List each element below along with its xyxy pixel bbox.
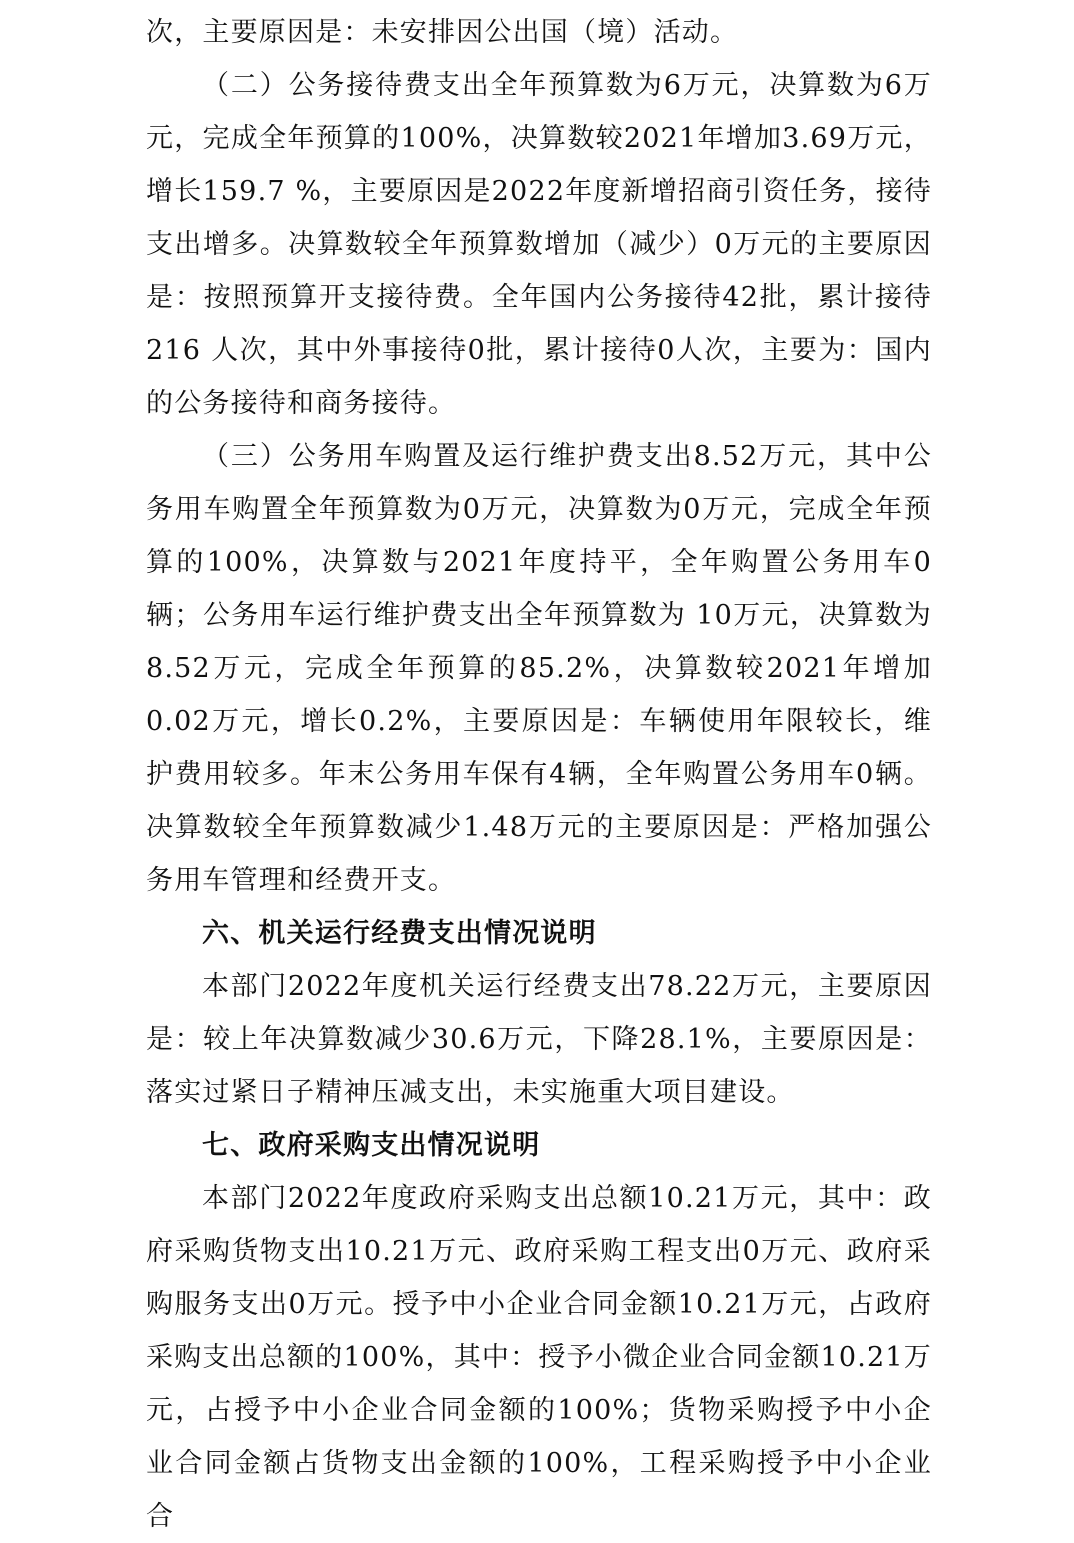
- paragraph-continuation: 次，主要原因是：未安排因公出国（境）活动。: [146, 17, 739, 48]
- heading-operating-expenses: 六、机关运行经费支出情况说明: [202, 918, 597, 949]
- paragraph-vehicle-expenses: （三）公务用车购置及运行维护费支出8.52万元，其中公务用车购置全年预算数为0万元，决算数为0万元，完成全年预算的100%，决算数与2021年度持平，全年购置公务用车0辆；公务用车运行维护费支出全年预算数为 10万元，决算数为8.52万元，完成全年预算的85.2%，决算数较2021年增加0.02万元，增长0.2%，主要原因是：车辆使用年限较长，维护费用较多。年末公务用车保有4辆，全年购置公务用车0辆。决算数较全年预算数减少1.48万元的主要原因是：严格加强公务用车管理和经费开支。: [146, 441, 932, 896]
- document-page: [146, 6, 932, 1543]
- paragraph-government-procurement: 本部门2022年度政府采购支出总额10.21万元，其中：政府采购货物支出10.21万元、政府采购工程支出0万元、政府采购服务支出0万元。授予中小企业合同金额10.21万元，占政府采购支出总额的100%，其中：授予小微企业合同金额10.21万元，占授予中小企业合同金额的100%；货物采购授予中小企业合同金额占货物支出金额的100%，工程采购授予中小企业合: [146, 1183, 932, 1532]
- heading-government-procurement: 七、政府采购支出情况说明: [202, 1130, 541, 1161]
- paragraph-operating-expenses: 本部门2022年度机关运行经费支出78.22万元，主要原因是：较上年决算数减少30.6万元，下降28.1%，主要原因是：落实过紧日子精神压减支出，未实施重大项目建设。: [146, 971, 932, 1108]
- paragraph-reception-expenses: （二）公务接待费支出全年预算数为6万元，决算数为6万元，完成全年预算的100%，决算数较2021年增加3.69万元，增长159.7 %，主要原因是2022年度新增招商引资任务，接待支出增多。决算数较全年预算数增加（减少）0万元的主要原因是：按照预算开支接待费。全年国内公务接待42批，累计接待216 人次，其中外事接待0批，累计接待0人次，主要为：国内的公务接待和商务接待。: [146, 70, 932, 419]
